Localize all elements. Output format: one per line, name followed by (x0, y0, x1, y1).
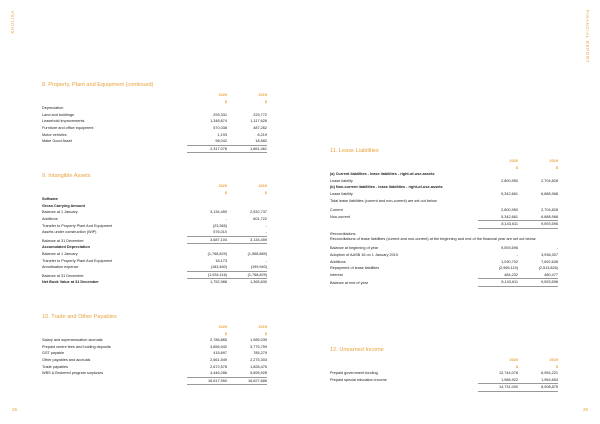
section-title: 10. Trade and Other Payables (42, 314, 117, 320)
table-row (42, 271, 267, 280)
row-value: 2,672,578 (210, 364, 227, 369)
page-number-left: 26 (12, 407, 18, 412)
table-row (330, 377, 558, 384)
table-row (330, 214, 558, 221)
page-number-right: 25 (582, 407, 588, 412)
year-header: 2020 2019 (509, 358, 558, 362)
right-margin-label: FINANCIAL REPORT (585, 10, 590, 64)
row-label: Assets under construction (WIP) (42, 230, 97, 235)
row-value: 4,446,286 (210, 371, 227, 376)
left-margin-label: KHULISA (10, 10, 15, 34)
table-row (42, 223, 267, 230)
row-label: Other payables and accruals (42, 357, 91, 362)
subheading-non-current: (b) Non-current liabilities - lease liabilities - right-of-use-assets (330, 185, 443, 190)
row-value: 1,985,039 (250, 338, 267, 343)
row-label: Gross Carrying Amount (42, 203, 85, 208)
table-row (42, 264, 267, 271)
section-unearned-income (330, 347, 558, 392)
table-row (42, 105, 267, 112)
row-value: 1,193 (217, 132, 227, 137)
row-value: 570,038 (213, 125, 227, 130)
table-row (330, 178, 558, 185)
table-row (42, 118, 267, 125)
row-value: 5,342,661 (501, 214, 518, 219)
table-row (330, 370, 558, 377)
total-row: 16,617,950 16,627,686 (42, 377, 267, 386)
row-label: Net Book Value at 31 December (42, 280, 99, 285)
row-label: WBS & Brokered program surpluses (42, 371, 104, 376)
table-row (42, 138, 267, 145)
section-property-plant-equipment (42, 82, 267, 153)
table-row (42, 357, 267, 364)
row-value: 2,704,828 (541, 208, 558, 213)
currency-header: $ $ (224, 190, 267, 195)
row-value: (1,568,889) (247, 251, 267, 256)
row-value: (199,940) (250, 265, 267, 270)
row-value: 2,275,303 (250, 357, 267, 362)
table-row (42, 258, 267, 265)
section-intangible-assets (42, 173, 267, 286)
row-label: Balance at 1 January (42, 210, 78, 215)
row-value: - (556, 246, 558, 251)
row-value: - (516, 252, 518, 257)
section-title: 9. Intangible Assets (42, 173, 91, 179)
row-label: Amortisation expense (42, 265, 79, 270)
row-value: (1,768,829) (227, 271, 267, 280)
row-value: (1,934,116) (187, 271, 227, 280)
row-value: 3,856,942 (210, 344, 227, 349)
row-label: Prepaid special education income (330, 377, 387, 382)
table-row (330, 252, 558, 259)
row-label: Balance at 31 December (42, 238, 84, 243)
row-label: Additions (330, 259, 346, 264)
section-trade-payables (42, 314, 267, 385)
row-value: - (265, 230, 267, 235)
table-row (42, 251, 267, 258)
row-value: 785,279 (253, 351, 267, 356)
recon-text: Reconciliations of lease liabilities (current and non-current) at the beginning and end of the financial year are set out below: (330, 237, 537, 242)
row-label: Repayment of lease liabilities (330, 266, 380, 271)
total-row: 14,731,000 8,908,875 (330, 383, 558, 392)
row-value: 1,954,654 (541, 377, 558, 382)
row-label: Leasehold improvements (42, 119, 85, 124)
table-row (330, 207, 558, 214)
row-label: Prepaid government funding (330, 371, 378, 376)
row-value: 5,342,661 (501, 191, 518, 196)
row-label: Accumulated Depreciation (42, 245, 90, 250)
row-label: Land and buildings (42, 112, 74, 117)
table-row (42, 370, 267, 377)
row-value: 6,888,968 (541, 191, 558, 196)
table-row (42, 216, 267, 223)
row-value: 9,593,596 (501, 246, 518, 251)
row-label: Lease liability (330, 178, 353, 183)
row-label: Transfer to Property Plant And Equipment (42, 258, 113, 263)
table-row (42, 236, 267, 245)
row-value: 484,232 (504, 272, 518, 277)
table-row (330, 259, 558, 266)
row-value: (183,460) (210, 265, 227, 270)
section-lease-liabilities (330, 148, 558, 287)
table-row (42, 196, 267, 203)
row-value: 2,800,950 (501, 178, 518, 183)
table-row (42, 244, 267, 251)
table-row (42, 125, 267, 132)
year-header: 2020 2019 (509, 159, 558, 163)
table-row (42, 364, 267, 371)
table-row (42, 279, 267, 286)
row-value: 3,936,307 (541, 252, 558, 257)
row-value: 229,772 (253, 112, 267, 117)
row-value: (23,365) (212, 223, 227, 228)
currency-header: $ $ (515, 364, 558, 369)
row-label: Non-current (330, 214, 351, 219)
row-value: 8,219 (257, 132, 267, 137)
row-label: Interest (330, 272, 343, 277)
row-value: 1,030,702 (501, 259, 518, 264)
row-label: Motor vehicles (42, 132, 67, 137)
row-value: 18,582 (255, 139, 267, 144)
row-value: 2,661,549 (210, 357, 227, 362)
row-value: 2,704,828 (541, 178, 558, 183)
row-value: 5,895,928 (250, 371, 267, 376)
row-value: 1,365,630 (250, 280, 267, 285)
row-value: 98,042 (215, 139, 227, 144)
table-row (42, 337, 267, 344)
row-label: Adoption of AASB 16 on 1 January 2019 (330, 252, 398, 257)
row-value: 487,262 (253, 125, 267, 130)
row-value: 576,010 (213, 230, 227, 235)
row-value: 3,134,459 (210, 210, 227, 215)
table-row (330, 265, 558, 272)
row-value: 12,744,078 (498, 371, 518, 376)
row-value: 3,687,104 (187, 236, 227, 245)
section-title: 12. Unearned Income (330, 347, 384, 353)
row-label: GST payable (42, 351, 65, 356)
total-note: Total lease liabilities (current and non-current) are set out below (330, 198, 437, 203)
row-value: 1,986,922 (501, 377, 518, 382)
section-title: 11. Lease Liabilities (330, 148, 379, 154)
subheading-current: (a) Current liabilities - lease liabilities - right-of-use-assets (330, 172, 435, 177)
row-value: 2,786,865 (210, 338, 227, 343)
row-value: 1,348,674 (210, 119, 227, 124)
row-value: - (265, 223, 267, 228)
currency-header: $ $ (515, 165, 558, 170)
row-value: 1,752,988 (210, 280, 227, 285)
table-row (330, 272, 558, 279)
table-row (42, 350, 267, 357)
row-value: (2,513,826) (538, 266, 558, 271)
row-label: Balance at 31 December (42, 273, 84, 278)
row-label: Balance at 1 January (42, 251, 78, 256)
table-row (42, 344, 267, 351)
row-label: Salary and superannuation accruals (42, 338, 103, 343)
row-value: 1,117,626 (250, 119, 267, 124)
row-label: Balance at beginning of year (330, 246, 379, 251)
row-value: (2,965,119) (498, 266, 518, 271)
recon-total-row: Balance at end of year 8,143,611 9,593,596 (330, 280, 558, 286)
row-value: 3,134,459 (227, 236, 267, 245)
row-value: 6,888,968 (541, 214, 558, 219)
year-header: 2020 2019 (218, 184, 267, 188)
row-label: Transfer to Property Plant And Equipment (42, 223, 113, 228)
row-value: 601,722 (253, 216, 267, 221)
row-value: (1,768,829) (207, 251, 227, 256)
row-value: 480,477 (544, 272, 558, 277)
table-row (330, 245, 558, 252)
row-value: - (265, 258, 267, 263)
row-value: 415,697 (213, 351, 227, 356)
row-value: 7,692,638 (541, 259, 558, 264)
row-label: Lease liability (330, 191, 353, 196)
row-label: Furniture and office equipment (42, 125, 94, 130)
section-title: 8. Property, Plant and Equipment (continued) (42, 82, 154, 88)
row-value: 6,954,221 (541, 371, 558, 376)
row-label: Software (42, 197, 59, 202)
row-value: 2,532,737 (250, 210, 267, 215)
row-value: 1,828,476 (250, 364, 267, 369)
row-label: Make Good Asset (42, 139, 72, 144)
total-row: 8,143,611 9,593,596 (330, 220, 558, 229)
row-value: 3,775,759 (250, 344, 267, 349)
row-value: - (225, 216, 227, 221)
table-row (42, 203, 267, 210)
year-header: 2020 2019 (218, 93, 267, 97)
table-row (330, 191, 558, 198)
table-row (42, 229, 267, 236)
year-header: 2020 2019 (218, 325, 267, 329)
recon-title: Reconciliations (330, 231, 356, 236)
row-label: Current (330, 208, 343, 213)
total-row: 2,317,078 1,861,461 (42, 145, 267, 154)
row-label: Depreciation (42, 106, 64, 111)
currency-header: $ $ (224, 331, 267, 336)
row-value: 299,331 (213, 112, 227, 117)
row-label: Additions (42, 216, 58, 221)
row-label: Prepaid centre fees and holding deposits (42, 344, 111, 349)
row-label: Trade payables (42, 364, 69, 369)
table-row (42, 132, 267, 139)
table-row (42, 209, 267, 216)
currency-header: $ $ (224, 99, 267, 104)
row-value: 18,173 (215, 258, 227, 263)
row-value: 2,800,950 (501, 208, 518, 213)
table-row (42, 112, 267, 119)
